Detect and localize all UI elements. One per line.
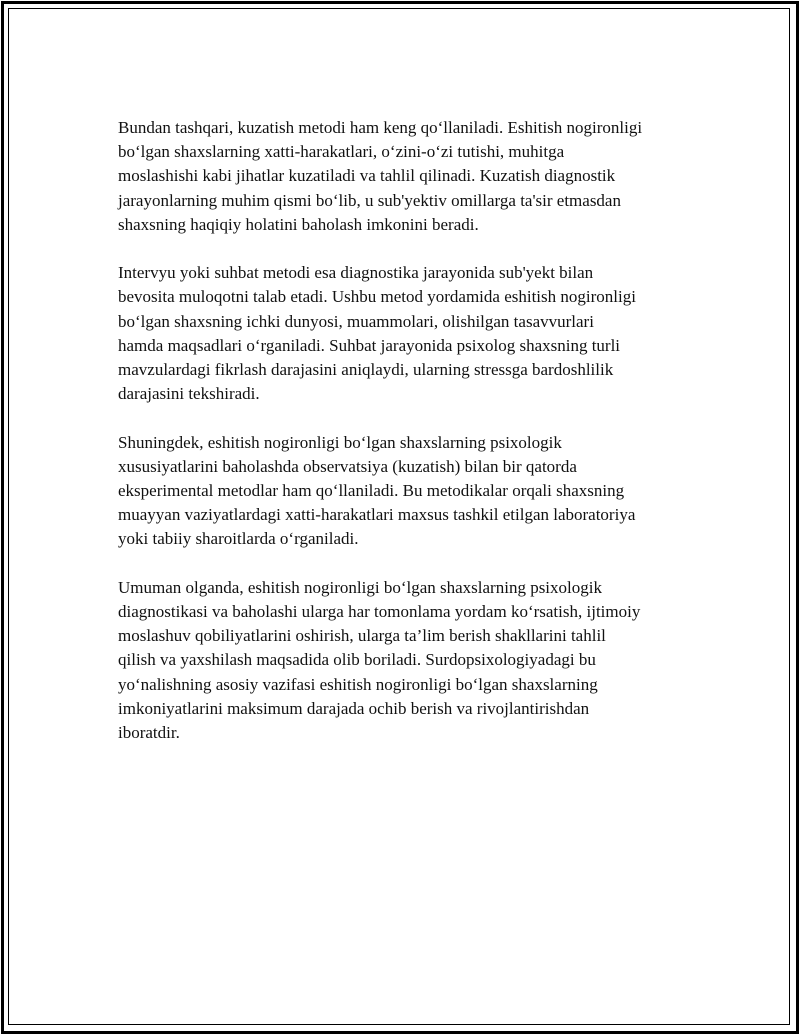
- text-line: iboratdir.: [118, 723, 180, 743]
- text-line: muayyan vaziyatlardagi xatti-harakatlari maxsus tashkil etilgan laboratoriya: [118, 505, 636, 525]
- text-line: Shuningdek, eshitish nogironligi bo‘lgan shaxslarning psixologik: [118, 432, 562, 452]
- text-line: moslashuv qobiliyatlarini oshirish, ularga ta’lim berish shakllarini tahlil: [118, 626, 606, 646]
- text-line: Intervyu yoki suhbat metodi esa diagnostika jarayonida sub'yekt bilan: [118, 263, 594, 283]
- text-line: xususiyatlarini baholashda observatsiya (kuzatish) bilan bir qatorda: [118, 456, 577, 476]
- paragraph-kuzatish: [118, 116, 698, 237]
- text-line: bo‘lgan shaxsning ichki dunyosi, muammolari, olishilgan tasavvurlari: [118, 311, 594, 331]
- text-line: imkoniyatlarini maksimum darajada ochib berish va rivojlantirishdan: [118, 698, 590, 718]
- document-body: [118, 116, 698, 769]
- text-line: jarayonlarning muhim qismi bo‘lib, u sub'yektiv omillarga ta'sir etmasdan: [118, 190, 621, 210]
- paragraph-xulosa: [118, 576, 698, 745]
- text-line: bo‘lgan shaxslarning xatti-harakatlari, o‘zini-o‘zi tutishi, muhitga: [118, 142, 565, 162]
- text-line: Umuman olganda, eshitish nogironligi bo‘lgan shaxslarning psixologik: [118, 577, 602, 597]
- text-line: Bundan tashqari, kuzatish metodi ham keng qo‘llaniladi. Eshitish nogironligi: [118, 118, 643, 137]
- paragraph-intervyu: [118, 261, 698, 406]
- text-line: darajasini tekshiradi.: [118, 384, 260, 404]
- text-line: moslashishi kabi jihatlar kuzatiladi va tahlil qilinadi. Kuzatish diagnostik: [118, 166, 616, 186]
- text-line: qilish va yaxshilash maqsadida olib boriladi. Surdopsixologiyadagi bu: [118, 650, 596, 670]
- text-line: bevosita muloqotni talab etadi. Ushbu metod yordamida eshitish nogironligi: [118, 287, 636, 307]
- text-line: diagnostikasi va baholashi ularga har tomonlama yordam ko‘rsatish, ijtimoiy: [118, 602, 641, 622]
- paragraph-eksperimental: [118, 431, 698, 552]
- text-line: yoki tabiiy sharoitlarda o‘rganiladi.: [118, 529, 359, 549]
- text-line: yo‘nalishning asosiy vazifasi eshitish nogironligi bo‘lgan shaxslarning: [118, 674, 598, 694]
- text-line: mavzulardagi fikrlash darajasini aniqlaydi, ularning stressga bardoshlilik: [118, 360, 614, 380]
- text-line: eksperimental metodlar ham qo‘llaniladi. Bu metodikalar orqali shaxsning: [118, 481, 625, 501]
- text-line: hamda maqsadlari o‘rganiladi. Suhbat jarayonida psixolog shaxsning turli: [118, 335, 621, 355]
- text-line: shaxsning haqiqiy holatini baholash imkonini beradi.: [118, 214, 479, 234]
